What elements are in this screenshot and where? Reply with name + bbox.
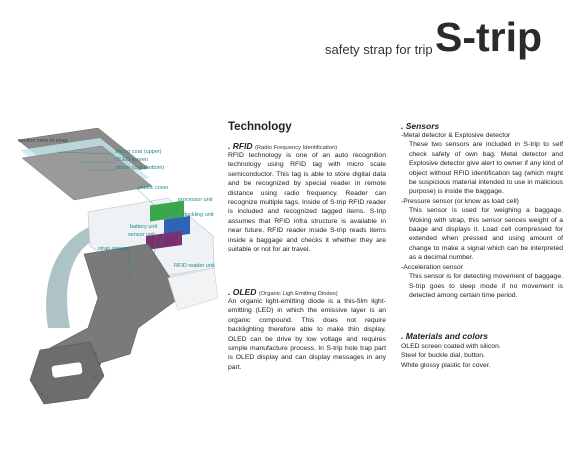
oled-subtitle: (Organic Ligh Emitting Diodes) xyxy=(258,291,338,297)
product-brand-title: S-trip xyxy=(435,14,543,60)
label-section-view: section view of strap xyxy=(18,138,68,144)
label-plastic-cover: plastic cover xyxy=(138,185,169,191)
label-rfid-reader-unit: RFID reader unit xyxy=(174,263,215,269)
label-battery-unit: battery unit xyxy=(130,224,158,230)
sensors-heading: . Sensors xyxy=(401,121,440,131)
label-strap-storage: strap storage xyxy=(98,246,131,252)
materials-line: White glossy plastic for cover. xyxy=(401,361,491,369)
sensor-pressure-heading: -Pressure sensor (or know as load cell) xyxy=(401,197,519,205)
oled-heading xyxy=(228,287,338,297)
rfid-subtitle: (Radio Frequency Identification) xyxy=(254,145,338,151)
sensor-metal-explosive-heading: -Metal detector & Explosive detector xyxy=(401,132,511,139)
label-silicon-bottom: silicon coat (bottom) xyxy=(115,165,165,171)
materials-line: OLED screen coated with silicon. xyxy=(401,343,501,350)
oled-title: . OLED xyxy=(228,287,257,297)
label-processor-unit: processor unit xyxy=(178,197,213,203)
materials-heading: . Materials and colors xyxy=(401,331,488,341)
rfid-description: RFID technology is one of an auto recognition technology using RFID tag with micro scale semiconductor. This tag is able to store digital data and be recognized by special reader in remote distance using radio frequency. Reader can recognize multiple tags. Inside of S-trip RFID reader is included and recognized tagged items. S-trip assumes that RFID infra structure is available in near future. RFID reader inside S-trip reads items inside a baggage and checks it whether they are suitable or not for air travel. xyxy=(228,152,386,254)
sensor-acceleration-text: This sensor is for detecting movement of baggage. S-trip goes to sleep mode if no movement is detected among certain time period. xyxy=(409,273,563,299)
sensors-description xyxy=(401,131,563,300)
materials-line: Steel for buckle dial, button. xyxy=(401,352,485,360)
label-oled-screen: OLED screen xyxy=(115,157,149,163)
strap-section-diagram xyxy=(18,128,238,438)
sensor-acceleration-heading: -Acceleration sensor xyxy=(401,263,463,271)
sensor-pressure-text: This sensor is used for weighing a baggage. Woking with strap, this sensor sences weight of a baage and displays it. Load cell compressed for extended when pressed and using amount of change to make a signal which can be interpreted as a decimal number. xyxy=(409,207,563,262)
product-tagline: safety strap for trip xyxy=(325,42,433,57)
label-silicon-upper: silicon coat (upper) xyxy=(115,149,162,155)
materials-list xyxy=(401,342,563,370)
sensor-metal-explosive-text: These two sensors are included in S-trip to self check safety of own bag. Metal detector and Explosive detector give alert to owner if any kind of object without RFID identification tag (which might be suspicious material intended to use in malicious purpose) is inside the baggage. xyxy=(409,141,563,196)
label-buckling-unit: buckling unit xyxy=(183,212,214,218)
strap-section-illustration xyxy=(18,128,238,438)
rfid-title: . RFID xyxy=(228,141,253,151)
label-sensor-unit: sensor unit xyxy=(128,232,155,238)
rfid-heading xyxy=(228,141,337,151)
oled-description: An organic light-emitting diode is a this-film light-emitting (LED) in which the emissive layer is an organic compound. This does not require backlighting therefore able to make thin display. OLED can be drive by low voltage and requires simple manufacture process. In S-trip hole trap part is OLED display and can display messages in any part. xyxy=(228,298,386,371)
technology-heading: Technology xyxy=(228,121,292,133)
